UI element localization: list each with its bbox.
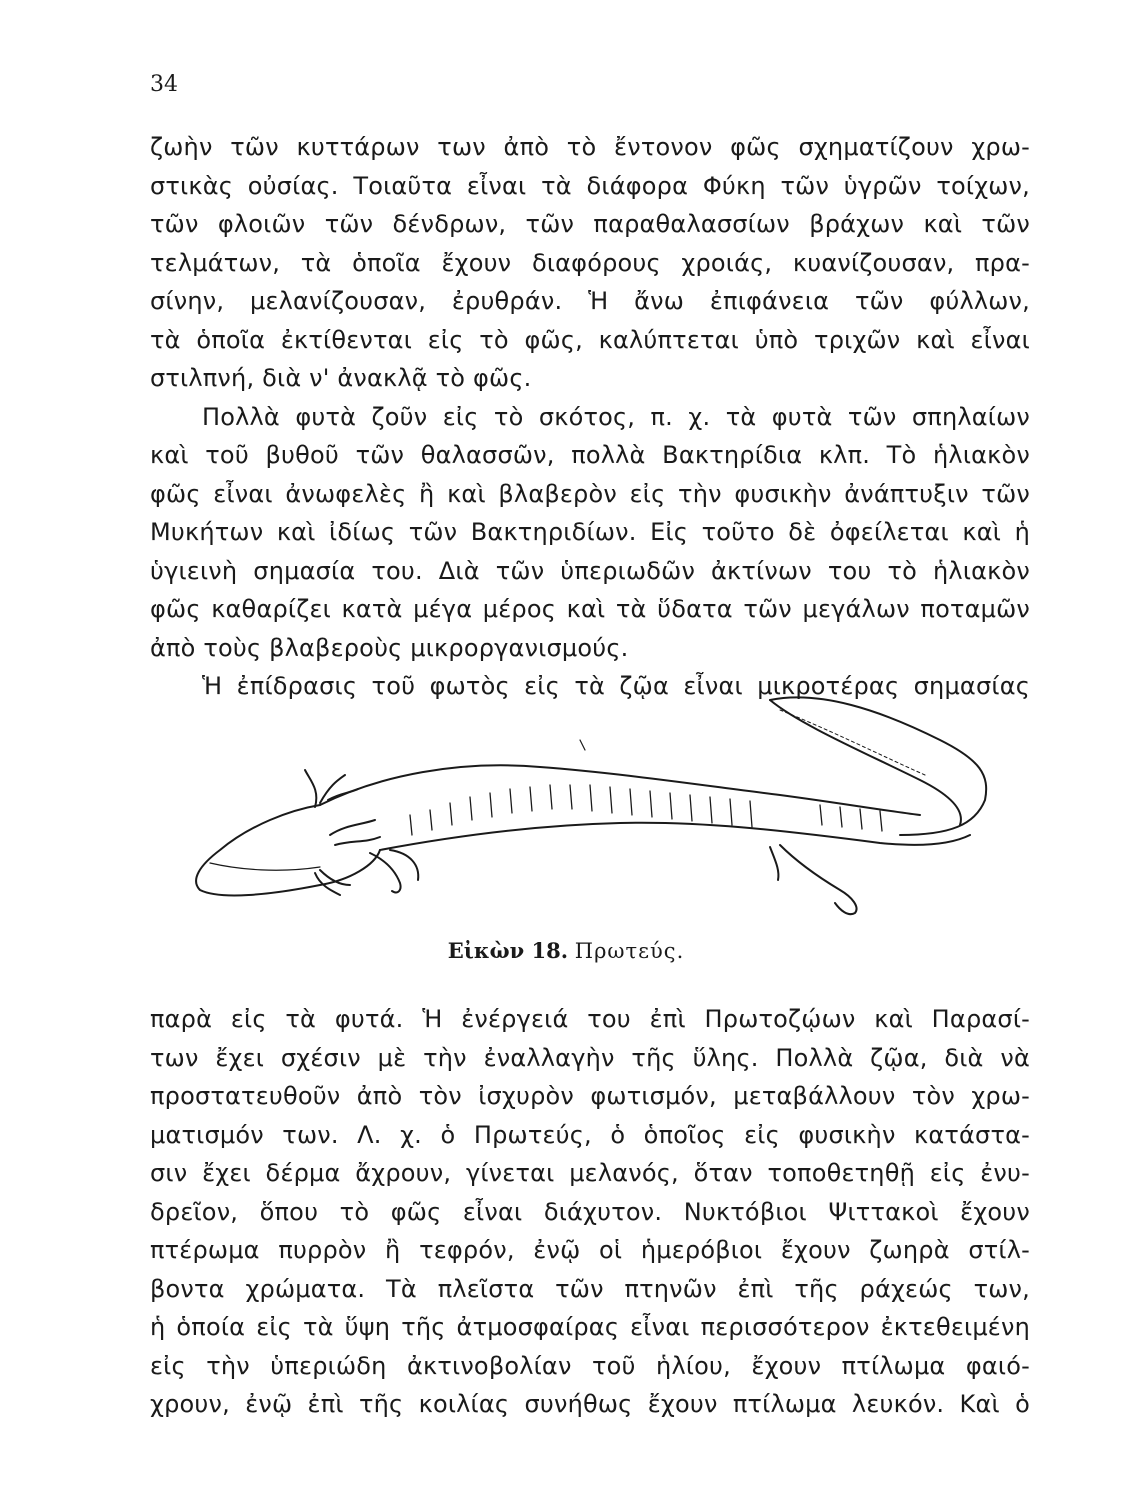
text-line: στιλπνή, διὰ ν' ἀνακλᾷ τὸ φῶς. [150, 364, 532, 392]
text-line: ματισμόν των. Λ. χ. ὁ Πρωτεύς, ὁ ὁποῖος εἰς φυσικὴν κατάστα- [150, 1120, 1030, 1149]
text-line: δρεῖον, ὅπου τὸ φῶς εἶναι διάχυτον. Νυκτόβιοι Ψιττακοὶ ἔχουν [150, 1197, 1030, 1226]
text-line: ζωὴν τῶν κυττάρων των ἀπὸ τὸ ἔντονον φῶς σχηματίζουν χρω- [150, 133, 1030, 161]
text-line: χρουν, ἐνῷ ἐπὶ τῆς κοιλίας συνήθως ἔχουν πτίλωμα λευκόν. Καὶ ὁ [150, 1390, 1030, 1418]
top-text-block [150, 128, 1030, 706]
text-line: φῶς εἶναι ἀνωφελὲς ἢ καὶ βλαβερὸν εἰς τὴν φυσικὴν ἀνάπτυξιν τῶν [150, 479, 1030, 508]
text-line: σίνην, μελανίζουσαν, ἐρυθράν. Ἡ ἄνω ἐπιφάνεια τῶν φύλλων, [150, 287, 1030, 315]
text-line: στικὰς οὐσίας. Τοιαῦτα εἶναι τὰ διάφορα Φύκη τῶν ὑγρῶν τοίχων, [150, 171, 1030, 200]
paragraph-2 [150, 398, 1030, 668]
text-line: φῶς καθαρίζει κατὰ μέγα μέρος καὶ τὰ ὕδατα τῶν μεγάλων ποταμῶν [150, 595, 1030, 623]
text-line: καὶ τοῦ βυθοῦ τῶν θαλασσῶν, πολλὰ Βακτηρίδια κλπ. Τὸ ἡλιακὸν [150, 441, 1030, 469]
proteus-salamander-illustration [180, 685, 1010, 930]
text-line: ἡ ὁποία εἰς τὰ ὕψη τῆς ἀτμοσφαίρας εἶναι περισσότερον ἐκτεθειμένη [150, 1313, 1030, 1341]
text-line: βοντα χρώματα. Τὰ πλεῖστα τῶν πτηνῶν ἐπὶ τῆς ράχεώς των, [150, 1274, 1030, 1303]
page-number: 34 [150, 72, 178, 97]
text-line: των ἔχει σχέσιν μὲ τὴν ἐναλλαγὴν τῆς ὕλης. Πολλὰ ζῷα, διὰ νὰ [150, 1043, 1030, 1072]
text-line: Μυκήτων καὶ ἰδίως τῶν Βακτηριδίων. Εἰς τοῦτο δὲ ὀφείλεται καὶ ἡ [150, 518, 1030, 546]
text-line: σιν ἔχει δέρμα ἄχρουν, γίνεται μελανός, ὅταν τοποθετηθῇ εἰς ἐνυ- [150, 1159, 1030, 1187]
text-line: προστατευθοῦν ἀπὸ τὸν ἰσχυρὸν φωτισμόν, μεταβάλλουν τὸν χρω- [150, 1082, 1030, 1110]
text-line: ἀπὸ τοὺς βλαβεροὺς μικροργανισμούς. [150, 633, 629, 662]
text-line: τὰ ὁποῖα ἐκτίθενται εἰς τὸ φῶς, καλύπτεται ὑπὸ τριχῶν καὶ εἶναι [150, 325, 1030, 354]
text-line: τῶν φλοιῶν τῶν δένδρων, τῶν παραθαλασσίων βράχων καὶ τῶν [150, 210, 1030, 238]
text-line: παρὰ εἰς τὰ φυτά. Ἡ ἐνέργειά του ἐπὶ Πρωτοζῴων καὶ Παρασί- [150, 1005, 1030, 1033]
text-line: Πολλὰ φυτὰ ζοῦν εἰς τὸ σκότος, π. χ. τὰ φυτὰ τῶν σπηλαίων [202, 402, 1030, 431]
caption-name: Πρωτεύς. [574, 939, 685, 963]
figure-caption [0, 938, 1132, 963]
text-line: Ἡ ἐπίδρασις τοῦ φωτὸς εἰς τὰ ζῷα εἶναι μικροτέρας σημασίας [202, 672, 1030, 700]
paragraph-1 [150, 128, 1030, 398]
text-line: ὑγιεινὴ σημασία του. Διὰ τῶν ὑπεριωδῶν ἀκτίνων του τὸ ἡλιακὸν [150, 556, 1030, 585]
caption-label: Εἰκὼν 18. [447, 938, 569, 963]
text-line: τελμάτων, τὰ ὁποῖα ἔχουν διαφόρους χροιάς, κυανίζουσαν, πρα- [150, 248, 1030, 277]
bottom-text-block [150, 1000, 1030, 1424]
text-line: εἰς τὴν ὑπεριώδη ἀκτινοβολίαν τοῦ ἡλίου, ἔχουν πτίλωμα φαιό- [150, 1351, 1030, 1380]
text-line: πτέρωμα πυρρὸν ἢ τεφρόν, ἐνῷ οἱ ἡμερόβιοι ἔχουν ζωηρὰ στίλ- [150, 1236, 1030, 1264]
